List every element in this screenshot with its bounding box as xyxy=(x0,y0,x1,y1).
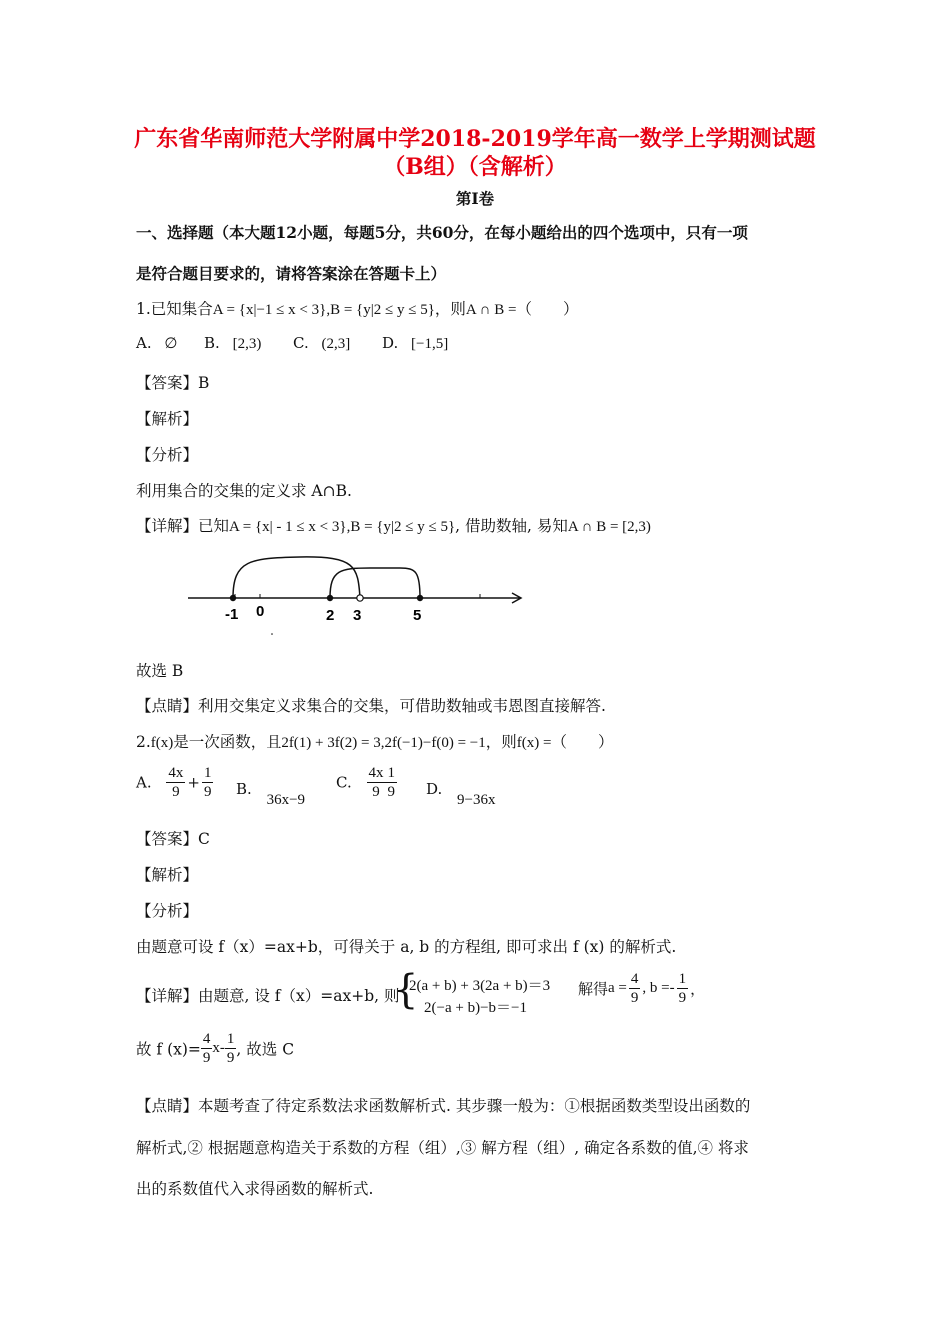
point-neg1 xyxy=(230,595,236,601)
q1-option-b: B. [2,3) xyxy=(204,334,262,352)
q1-prefix: 1.已知集合 xyxy=(136,300,213,318)
q2-conclusion: 故 f (x)= $\frac{4}{9}$ x- $\frac{1}{9}$ , 故选 C xyxy=(136,1031,295,1066)
q2-eq1: 2(a + b) + 3(2a + b)＝3 xyxy=(409,978,551,994)
label-2: 2 xyxy=(326,607,335,624)
label-5: 5 xyxy=(413,607,422,624)
q2-dianjing-line2: 解析式,② 根据题意构造关于系数的方程（组）,③ 解方程（组）, 确定各系数的值,④ 将求 xyxy=(136,1139,749,1157)
q1-sets: A = {x|−1 ≤ x < 3},B = {y|2 ≤ y ≤ 5} xyxy=(212,302,435,318)
q1-number-line xyxy=(180,548,530,638)
q2-option-a: A. $\frac{4x}{9}$ + $\frac{1}{9}$ xyxy=(136,765,212,800)
q1-analysis: 利用集合的交集的定义求 A∩B. xyxy=(136,482,352,500)
q2-eq2: 2(−a + b)−b＝−1 xyxy=(424,1000,527,1016)
q1-stem xyxy=(136,297,579,319)
system-brace: { xyxy=(393,967,419,1013)
q1-fenxi: 【分析】 xyxy=(136,446,199,464)
volume-heading: 第Ⅰ卷 xyxy=(455,189,495,208)
q2-fenxi: 【分析】 xyxy=(136,902,199,920)
section1-heading-line2: 是符合题目要求的，请将答案涂在答题卡上） xyxy=(136,264,447,283)
set-b-arc xyxy=(330,568,420,598)
q2-option-b: B. 36x−9 xyxy=(236,780,306,808)
label-3: 3 xyxy=(353,607,362,624)
label-neg1: -1 xyxy=(225,606,239,623)
q2-jiexi: 【解析】 xyxy=(136,866,199,884)
point-2 xyxy=(327,595,333,601)
q1-conclusion: 故选 B xyxy=(136,662,184,680)
q1-option-d: D. [−1,5] xyxy=(382,334,449,352)
q2-option-d: D. 9−36x xyxy=(426,780,496,808)
q2-solution: 解得a = $\frac{4}{9}$ , b =- $\frac{1}{9}$ ， xyxy=(578,971,706,1006)
document-title-line1: 广东省华南师范大学附属中学2018-2019学年高一数学上学期测试题 xyxy=(134,126,816,152)
point-3-open xyxy=(357,595,363,601)
section1-heading-line1: 一、选择题（本大题12小题，每题5分，共60分，在每小题给出的四个选项中，只有一项 xyxy=(136,223,748,242)
q2-option-c: C. $\frac{4x}{9}$ $\frac{1}{9}$ xyxy=(336,765,395,800)
q2-analysis: 由题意可设 f（x）=ax+b，可得关于 a, b 的方程组, 即可求出 f (x) 的解析式. xyxy=(136,938,677,956)
q1-expr: A ∩ B = xyxy=(465,302,517,318)
q2-stem: 2.f(x)是一次函数，且2f(1) + 3f(2) = 3,2f(−1)−f(0) = −1，则f(x) =（ ） xyxy=(136,733,614,751)
q2-dianjing-line3: 出的系数值代入求得函数的解析式. xyxy=(136,1180,374,1198)
q2-detail-prefix: 【详解】由题意, 设 f（x）=ax+b, 则 xyxy=(136,987,400,1005)
point-5 xyxy=(417,595,423,601)
q1-answer: 【答案】B xyxy=(136,374,210,392)
document-title-line2: （B组）（含解析） xyxy=(383,154,567,180)
set-a-arc xyxy=(233,557,360,598)
q1-option-a: A. ∅ xyxy=(136,334,178,352)
q1-dianjing: 【点睛】利用交集定义求集合的交集，可借助数轴或韦恩图直接解答. xyxy=(136,697,606,715)
q1-detail: 【详解】已知A = {x| - 1 ≤ x < 3},B = {y|2 ≤ y ≤ 5}, 借助数轴, 易知A ∩ B = [2,3) xyxy=(136,517,651,535)
q1-option-c: C. (2,3] xyxy=(293,334,351,352)
q1-jiexi: 【解析】 xyxy=(136,410,199,428)
q2-answer: 【答案】C xyxy=(136,830,210,848)
q1-paren: （ ） xyxy=(516,300,579,318)
q1-middle: ，则 xyxy=(434,300,466,318)
q2-dianjing-line1: 【点睛】本题考查了待定系数法求函数解析式. 其步骤一般为：①根据函数类型设出函数的 xyxy=(136,1097,751,1115)
label-0: 0 xyxy=(256,603,265,620)
